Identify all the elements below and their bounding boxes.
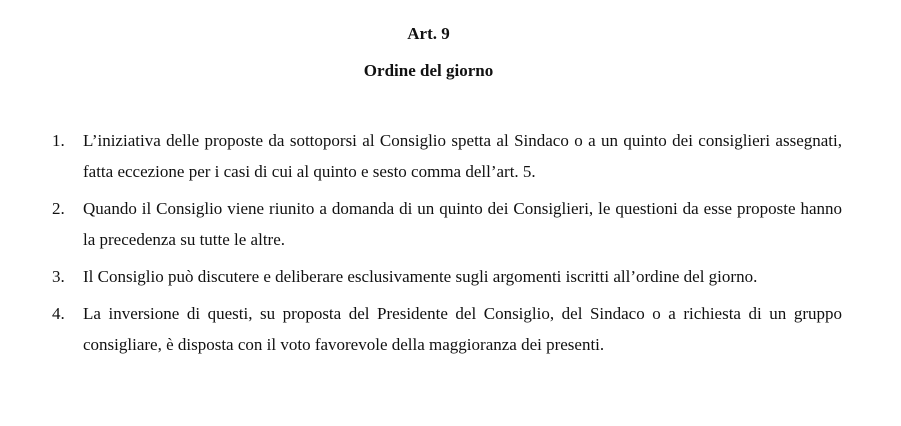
list-item (52, 125, 842, 187)
article-title: Ordine del giorno (363, 61, 494, 80)
item-number: 1. (52, 131, 65, 150)
item-text: L’iniziativa delle proposte da sottoporsi al Consiglio spetta al Sindaco o a un quinto dei consiglieri assegnati, fatta eccezione per i casi di cui al quinto e sesto comma dell’art. 5. (83, 131, 842, 181)
item-number: 4. (52, 304, 65, 323)
item-text: La inversione di questi, su proposta del Presidente del Consiglio, del Sindaco o a richiesta di un gruppo consigliare, è disposta con il voto favorevole della maggioranza dei presenti. (83, 304, 842, 354)
list-item (52, 193, 842, 255)
item-number: 2. (52, 199, 65, 218)
item-number: 3. (52, 267, 65, 286)
item-text: Quando il Consiglio viene riunito a domanda di un quinto dei Consiglieri, le questioni da esse proposte hanno la precedenza su tutte le altre. (83, 199, 842, 249)
article-items-list (52, 125, 842, 366)
list-item (52, 298, 842, 360)
item-text: Il Consiglio può discutere e deliberare esclusivamente sugli argomenti iscritti all’ordine del giorno. (83, 267, 758, 286)
list-item (52, 261, 842, 292)
article-number: Art. 9 (407, 24, 450, 43)
